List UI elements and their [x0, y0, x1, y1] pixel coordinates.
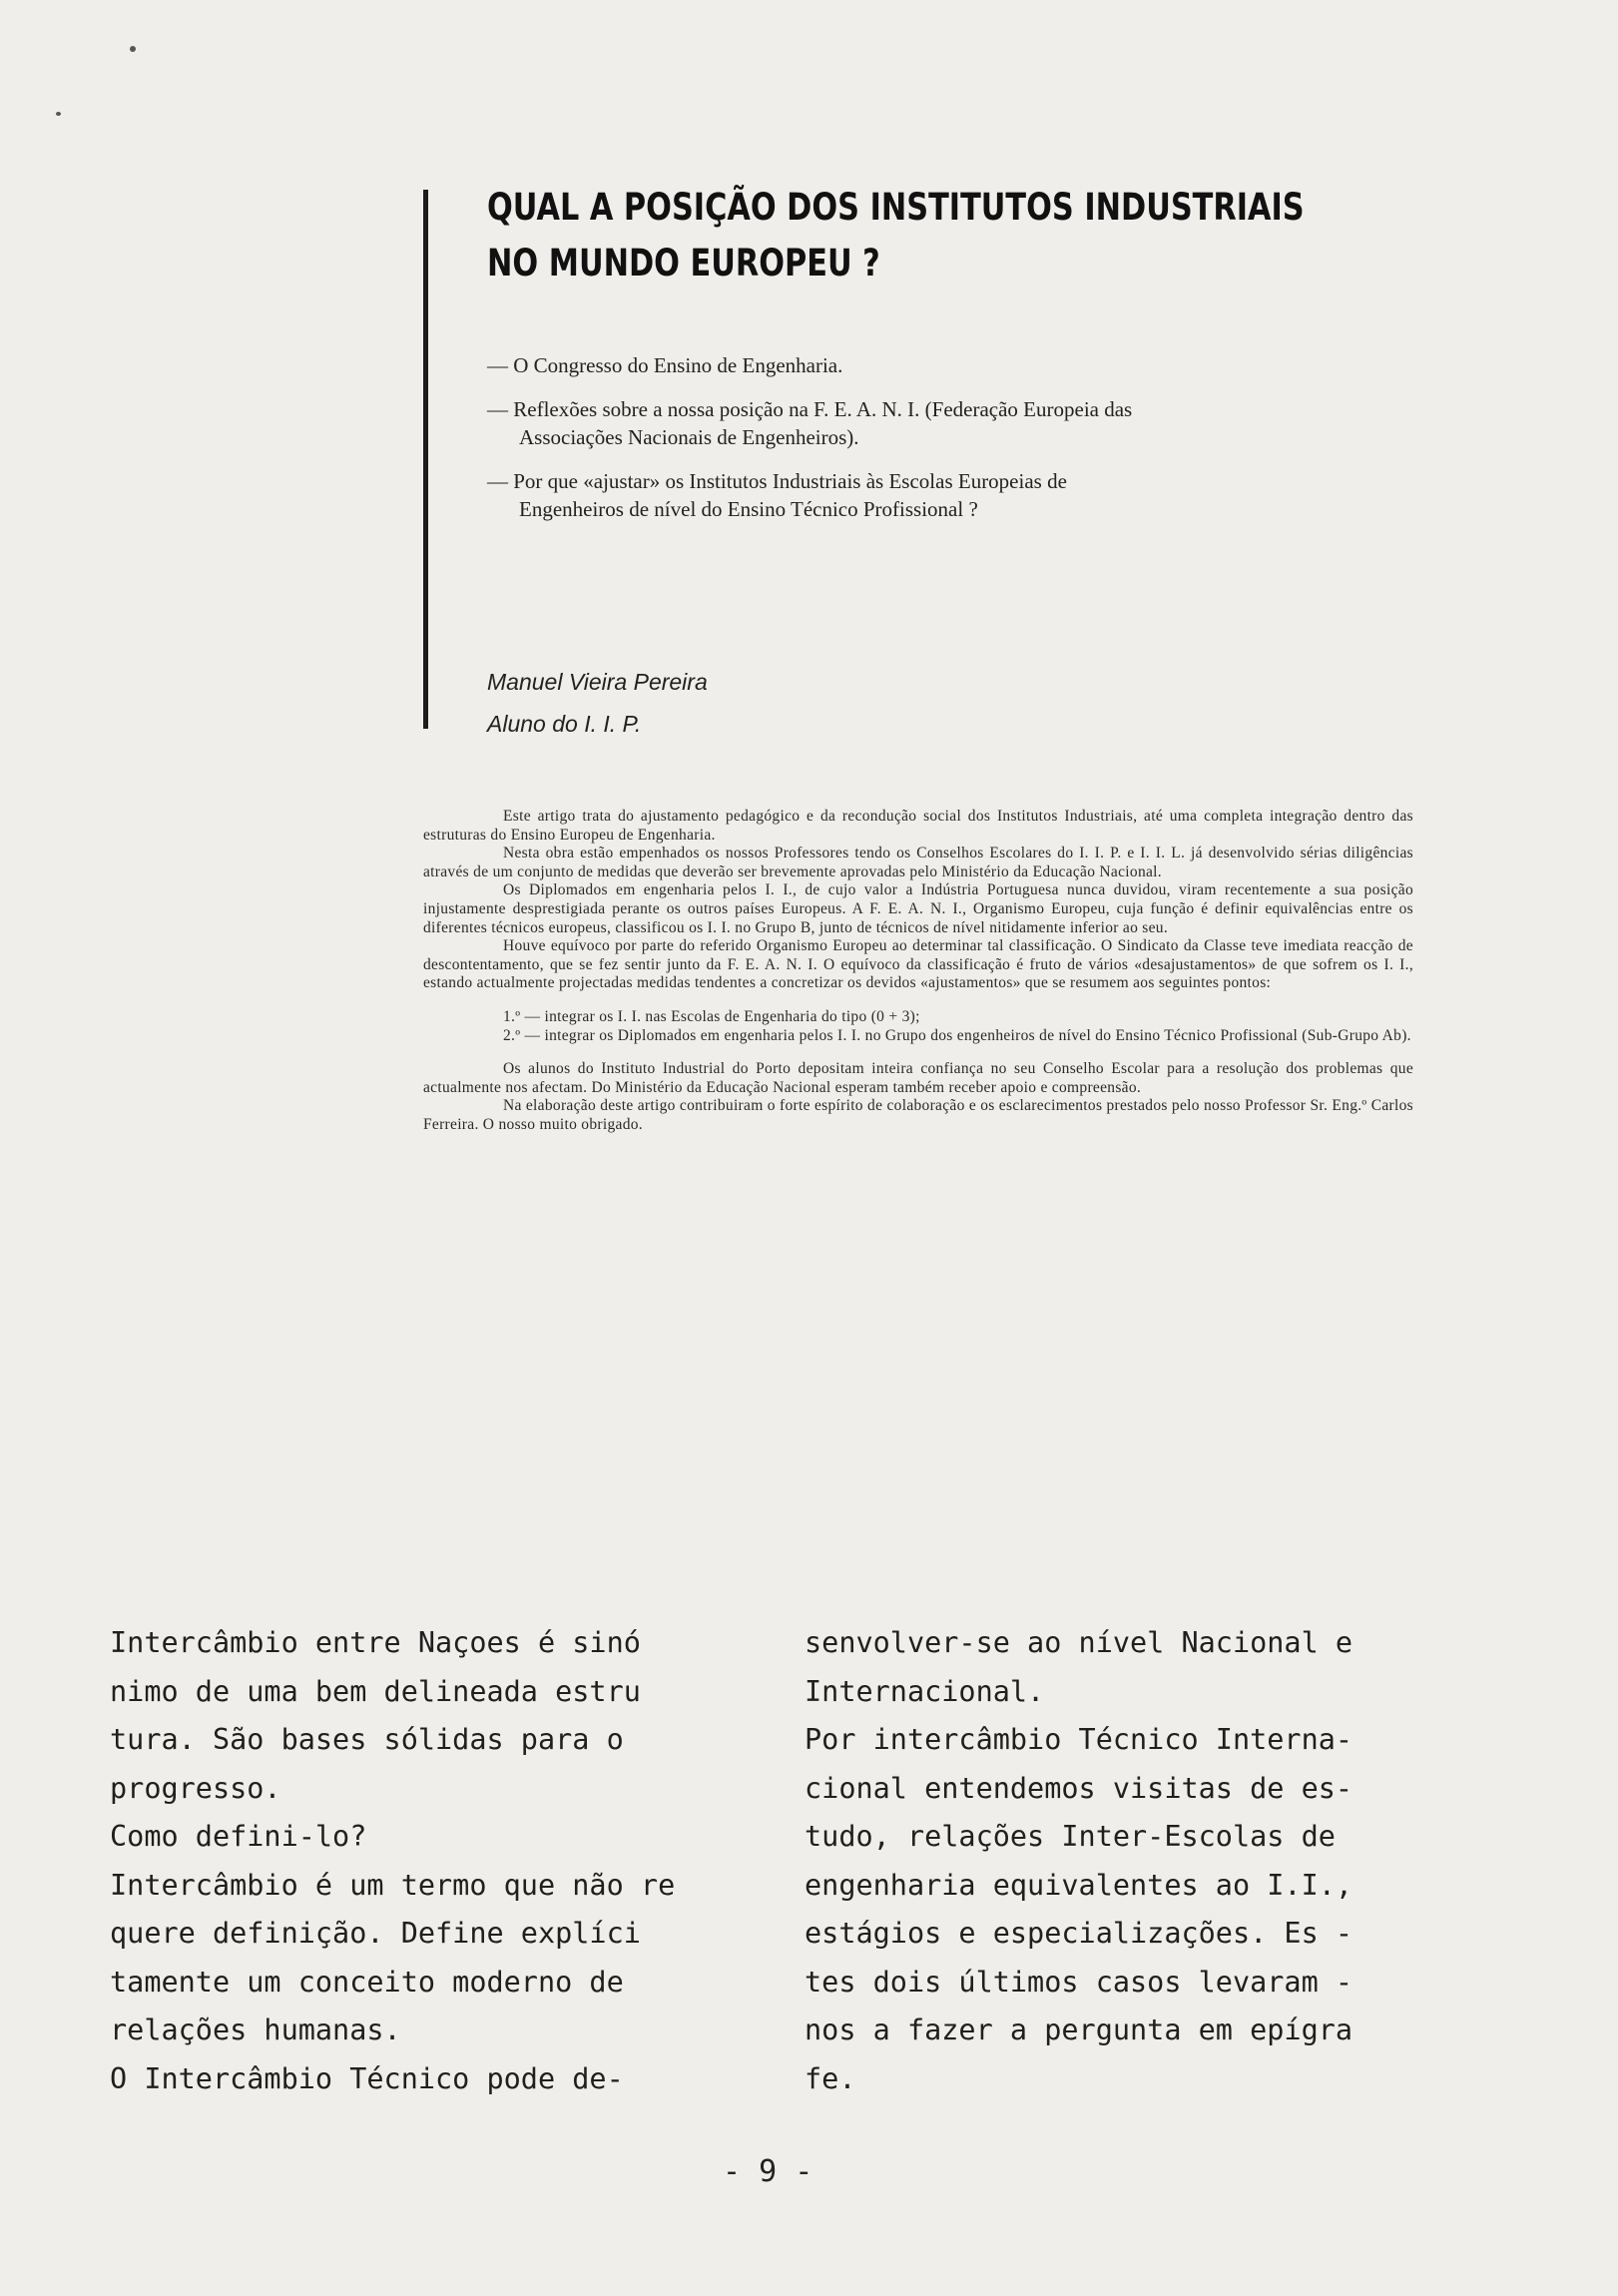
- body-column-right: [805, 1619, 1352, 2103]
- intro-item: 2.º — integrar os Diplomados em engenharia pelos I. I. no Grupo dos engenheiros de nível do Ensino Técnico Profissional (Sub-Grupo Ab).: [503, 1026, 1411, 1044]
- intro-text: [423, 808, 1413, 1135]
- body-line: tudo, relações Inter-Escolas de: [805, 1820, 1336, 1853]
- headline-line-2: NO MUNDO EUROPEU ?: [487, 242, 880, 285]
- body-line: relações humanas.: [110, 2013, 401, 2046]
- body-line: Intercâmbio entre Naçoes é sinó: [110, 1626, 641, 1659]
- body-line: tura. São bases sólidas para o: [110, 1723, 624, 1756]
- vertical-rule: [423, 190, 428, 729]
- page-number: - 9 -: [723, 2154, 813, 2189]
- bullet-item: — Por que «ajustar» os Institutos Industriais às Escolas Europeias de Engenheiros de nível do Ensino Técnico Profissional ?: [487, 469, 1067, 521]
- summary-bullets: [487, 351, 1136, 539]
- body-line: Como defini-lo?: [110, 1820, 367, 1853]
- intro-paragraph: Este artigo trata do ajustamento pedagógico e da recondução social dos Institutos Industriais, até uma completa integração dentro das estruturas do Ensino Europeu de Engenharia.: [423, 808, 1413, 844]
- body-line: engenharia equivalentes ao I.I.,: [805, 1868, 1353, 1902]
- body-line: tes dois últimos casos levaram -: [805, 1965, 1353, 1999]
- body-line: cional entendemos visitas de es-: [805, 1771, 1353, 1805]
- body-line: nos a fazer a pergunta em epígra: [805, 2013, 1353, 2046]
- body-line: Por intercâmbio Técnico Interna-: [805, 1723, 1353, 1756]
- author-block: [487, 661, 708, 745]
- article-headline: [487, 180, 1305, 291]
- bullet-item: — O Congresso do Ensino de Engenharia.: [487, 353, 843, 377]
- body-line: quere definição. Define explíci: [110, 1917, 641, 1950]
- headline-line-1: QUAL A POSIÇÃO DOS INSTITUTOS INDUSTRIAIS: [487, 186, 1305, 229]
- body-line: senvolver-se ao nível Nacional e: [805, 1626, 1353, 1659]
- body-line: Internacional.: [805, 1674, 1045, 1708]
- speck-mark: [56, 112, 61, 116]
- intro-paragraph: Na elaboração deste artigo contribuiram o forte espírito de colaboração e os esclarecimentos prestados pelo nosso Professor Sr. Eng.º Carlos Ferreira. O nosso muito obrigado.: [423, 1097, 1413, 1133]
- intro-item: 1.º — integrar os I. I. nas Escolas de Engenharia do tipo (0 + 3);: [503, 1007, 920, 1025]
- body-line: fe.: [805, 2061, 856, 2095]
- speck-mark: [130, 46, 136, 52]
- author-name: Manuel Vieira Pereira: [487, 669, 708, 695]
- body-line: nimo de uma bem delineada estru: [110, 1674, 641, 1708]
- body-line: estágios e especializações. Es -: [805, 1917, 1353, 1950]
- body-line: tamente um conceito moderno de: [110, 1965, 624, 1999]
- body-column-left: [110, 1619, 675, 2103]
- body-line: progresso.: [110, 1771, 281, 1805]
- body-line: Intercâmbio é um termo que não re: [110, 1868, 676, 1902]
- body-line: O Intercâmbio Técnico pode de-: [110, 2061, 624, 2095]
- bullet-item: — Reflexões sobre a nossa posição na F. E. A. N. I. (Federação Europeia das Associações Nacionais de Engenheiros).: [487, 397, 1133, 449]
- intro-paragraph: Houve equívoco por parte do referido Organismo Europeu ao determinar tal classificação. O Sindicato da Classe teve imediata reacção de descontentamento, que se fez sentir junto da F. E. A. N. I. O equívoco da classificação é fruto de vários «desajustamentos» de que sofrem os I. I., estando actualmente projectadas medidas tendentes a concretizar os devidos «ajustamentos» que se resumem aos seguintes pontos:: [423, 937, 1413, 992]
- intro-paragraph: Os alunos do Instituto Industrial do Porto depositam inteira confiança no seu Conselho Escolar para a resolução dos problemas que actualmente nos afectam. Do Ministério da Educação Nacional esperam também receber apoio e compreensão.: [423, 1060, 1413, 1096]
- intro-items: [503, 1008, 1413, 1045]
- author-affiliation: Aluno do I. I. P.: [487, 711, 642, 737]
- intro-paragraph: Os Diplomados em engenharia pelos I. I., de cujo valor a Indústria Portuguesa nunca duvidou, viram recentemente a sua posição injustamente desprestigiada perante os outros países Europeus. A F. E. A. N. I., Organismo Europeu, cuja função é definir equivalências entre os diferentes técnicos europeus, classificou os I. I. no Grupo B, junto de técnicos de nível nitidamente inferior ao seu.: [423, 881, 1413, 936]
- intro-paragraph: Nesta obra estão empenhados os nossos Professores tendo os Conselhos Escolares do I. I. P. e I. I. L. já desenvolvido sérias diligências através de um conjunto de medidas que deverão ser brevemente aprovadas pelo Ministério da Educação Nacional.: [423, 845, 1413, 880]
